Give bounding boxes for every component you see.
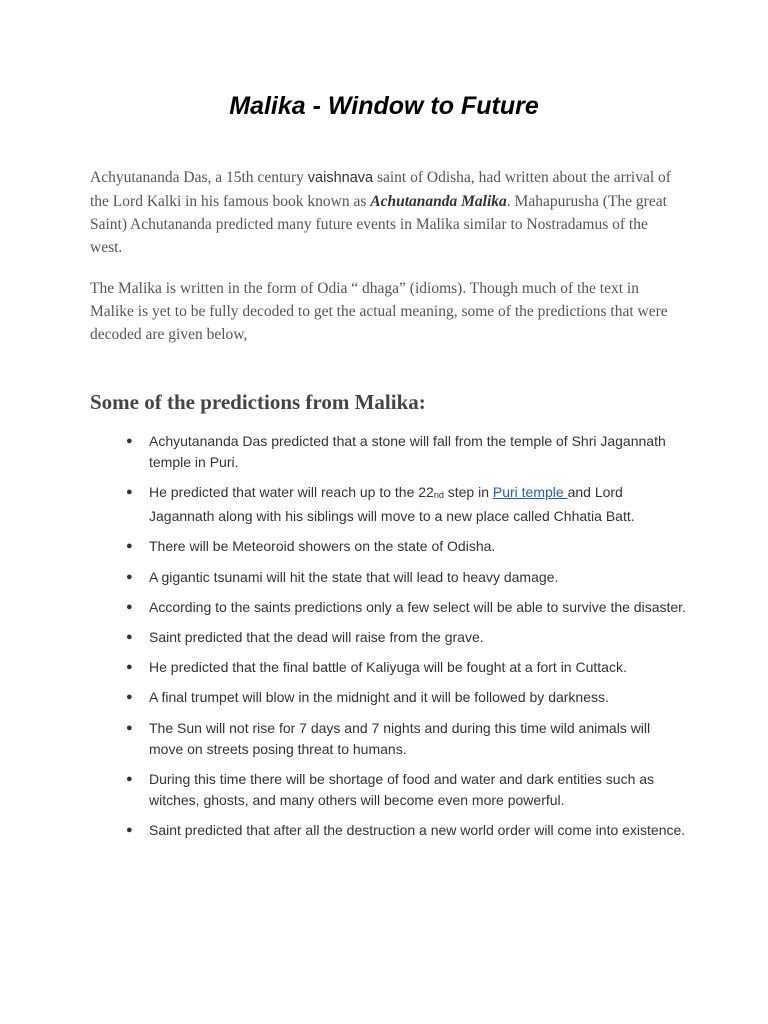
bullet-icon: ● xyxy=(126,570,133,583)
bullet-icon: ● xyxy=(126,630,133,643)
bullet-icon: ● xyxy=(126,661,133,674)
section-heading: Some of the predictions from Malika: xyxy=(90,390,426,414)
intro-vaishnava: vaishnava xyxy=(307,170,374,186)
list-item-text: He predicted that the final battle of Kaliyuga will be fought at a fort in Cuttack. xyxy=(149,659,627,676)
list-item xyxy=(126,567,686,588)
list-item xyxy=(126,820,686,841)
book-title: Achutananda Malika xyxy=(370,193,507,210)
list-item xyxy=(126,597,686,618)
list-item xyxy=(126,718,686,760)
intro-paragraph-1 xyxy=(90,166,682,259)
bullet-icon: ● xyxy=(126,486,133,499)
bullet-icon: ● xyxy=(126,691,133,704)
list-item-text: Saint predicted that after all the destruction a new world order will come into existence. xyxy=(149,821,686,838)
puri-temple-link[interactable]: Puri temple xyxy=(492,484,568,501)
bullet-icon: ● xyxy=(126,435,133,447)
list-item-text: The Sun will not rise for 7 days and 7 nights and during this time wild animals will move on streets posing threat to humans. xyxy=(149,719,651,757)
bullet-icon: ● xyxy=(126,600,133,613)
intro-text-b: saint of Odisha, had written about the arrival of the Lord Kalki in his famous book known as xyxy=(90,169,671,210)
predictions-list xyxy=(126,431,686,850)
ordinal-suffix: nd xyxy=(433,490,444,501)
bullet-icon: ● xyxy=(126,540,133,553)
list-item xyxy=(126,657,686,678)
bullet-icon: ● xyxy=(126,823,133,836)
list-item-text: A final trumpet will blow in the midnight and it will be followed by darkness. xyxy=(149,689,609,706)
list-item xyxy=(126,769,686,811)
bullet-icon: ● xyxy=(126,772,133,785)
intro-text-a: Achyutananda Das, a 15th century xyxy=(90,169,308,186)
list-item xyxy=(126,627,686,648)
list-item-text: There will be Meteoroid showers on the state of Odisha. xyxy=(149,538,496,555)
list-item xyxy=(126,482,686,527)
page-title: Malika - Window to Future xyxy=(229,92,539,120)
list-item xyxy=(126,536,686,557)
list-item-text: During this time there will be shortage of food and water and dark entities such as witches, ghosts, and many others will become even more powerful. xyxy=(149,770,655,808)
list-item-text-a: He predicted that water will reach up to the 22 xyxy=(149,484,434,501)
intro-text-c: . Mahapurusha (The great Saint) Achutananda predicted many future events in Malika similar to Nostradamus of the west. xyxy=(90,193,667,256)
bullet-icon: ● xyxy=(126,721,133,734)
list-item-text: A gigantic tsunami will hit the state that will lead to heavy damage. xyxy=(149,568,559,585)
intro-paragraph-2: The Malika is written in the form of Odia “ dhaga” (idioms). Though much of the text in Malike is yet to be fully decoded to get the actual meaning, some of the predictions that were decoded are given below, xyxy=(90,280,668,343)
list-item-text: According to the saints predictions only a few select will be able to survive the disaster. xyxy=(149,598,686,615)
list-item-text: Achyutananda Das predicted that a stone will fall from the temple of Shri Jagannath temple in Puri. xyxy=(149,433,666,470)
list-item xyxy=(126,687,686,708)
list-item-text-b: step in xyxy=(443,484,493,501)
list-item-text: Saint predicted that the dead will raise from the grave. xyxy=(149,628,484,645)
list-item-text-c: and Lord Jagannath along with his siblings will move to a new place called Chhatia Batt. xyxy=(149,484,635,525)
list-item xyxy=(126,431,686,473)
